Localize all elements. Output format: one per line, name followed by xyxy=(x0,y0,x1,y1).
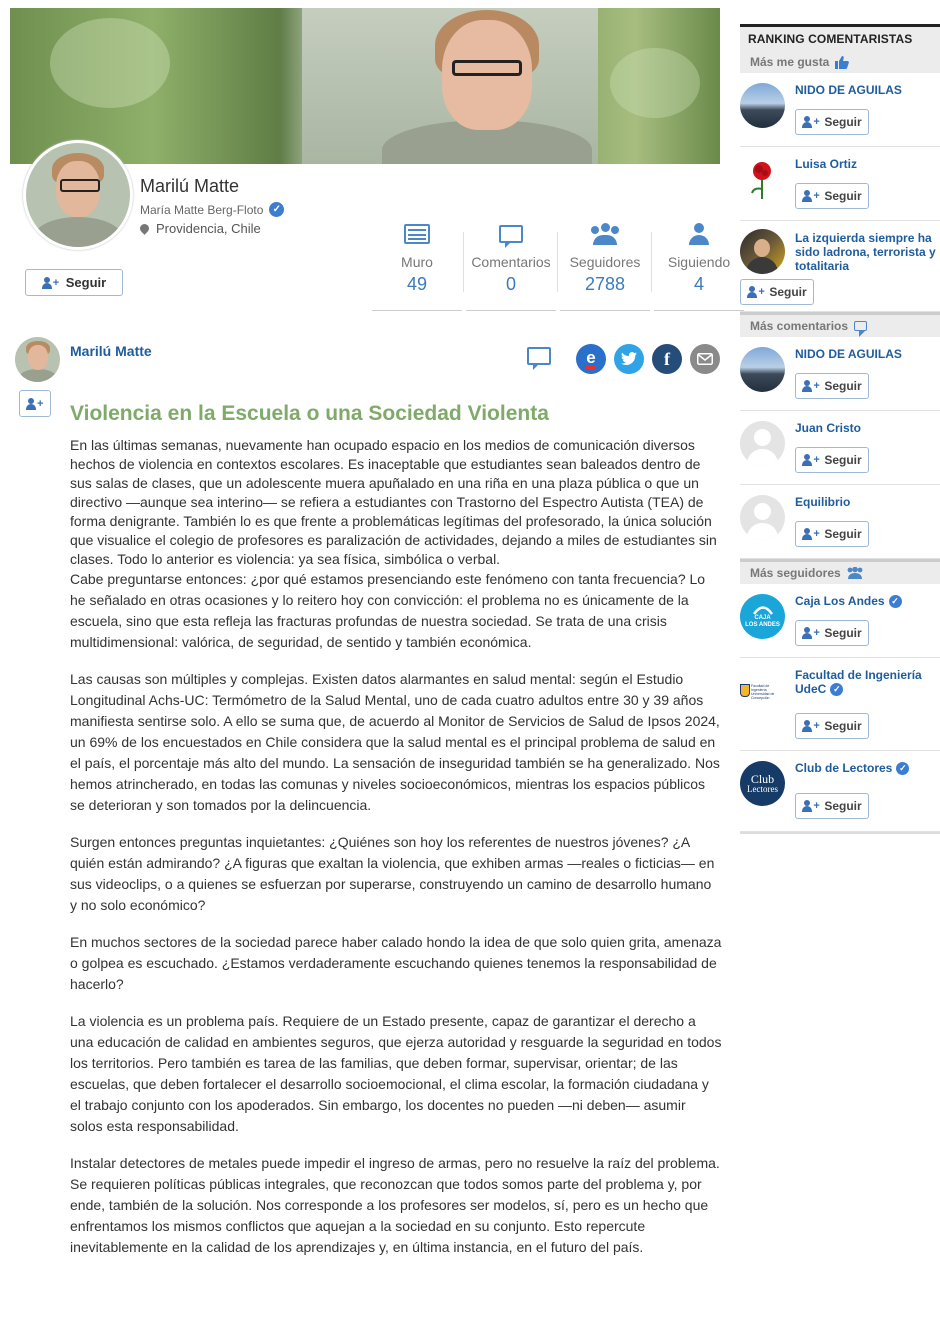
cover-bokeh xyxy=(610,48,700,118)
stat-value: 0 xyxy=(505,274,516,294)
follow-profile-label: Seguir xyxy=(65,275,107,290)
ranking-sidebar xyxy=(740,24,940,834)
user-name[interactable] xyxy=(795,157,940,171)
verified-badge-icon: ✓ xyxy=(269,202,284,217)
follow-user-button[interactable] xyxy=(795,521,869,547)
user-name[interactable] xyxy=(795,761,940,775)
section-most-likes xyxy=(740,51,940,73)
follow-profile-button[interactable] xyxy=(25,269,123,296)
club-lectores-logo: Club Lectores xyxy=(747,771,778,794)
profile-cover-photo xyxy=(10,8,720,164)
follow-author-button[interactable] xyxy=(19,390,51,417)
user-avatar xyxy=(740,761,785,806)
user-name-text: Equilibrio xyxy=(795,495,851,509)
article-author-name[interactable]: Marilú Matte xyxy=(70,343,152,359)
stat-siguiendo[interactable] xyxy=(654,220,744,311)
article-author-avatar[interactable] xyxy=(15,337,60,382)
user-name-text: NIDO DE AGUILAS xyxy=(795,347,902,361)
article-paragraph: Cabe preguntarse entonces: ¿por qué estamos presenciando este fenómeno con tanta frecuencia? Lo he señalado en otras ocasiones y lo reitero hoy con convicción: el problema no es únicamente de la escuela, sino que esta refleja las fracturas profundas de nuestra sociedad. Se trata de una crisis multidimensional: valórica, de seguridad, de sentido y también económica. xyxy=(70,571,706,650)
comment-icon xyxy=(527,347,551,365)
follow-user-label: Seguir xyxy=(824,527,862,541)
cover-portrait-glasses xyxy=(452,60,522,76)
stat-label: Siguiendo xyxy=(667,254,731,270)
profile-location xyxy=(140,221,261,236)
article-paragraph: Surgen entonces preguntas inquietantes: ¿Quiénes son hoy los referentes de nuestros jóvenes? ¿A quién están admirando? ¿A figuras que exaltan la violencia, que exhiben armas —reales o ficticias— en sus videoclips, o a quienes se esfuerzan por superarse, construyendo un camino de desarrollo humano y no solo económico? xyxy=(70,834,715,913)
profile-full-name xyxy=(140,202,284,217)
user-avatar xyxy=(740,668,785,713)
profile-name: Marilú Matte xyxy=(140,176,240,196)
follow-user-label: Seguir xyxy=(824,189,862,203)
user-name-text: Caja Los Andes xyxy=(795,594,885,608)
udec-crest-icon xyxy=(740,684,750,697)
profile-location-text: Providencia, Chile xyxy=(156,221,261,236)
verified-badge-icon: ✓ xyxy=(830,683,843,696)
section-most-followers xyxy=(740,559,940,584)
article-paragraph: En muchos sectores de la sociedad parece haber calado hondo la idea de que solo quien grita, amenaza o golpea es escuchado. ¿Estamos verdaderamente escuchando quienes tenemos la responsabilidad de hacerlo? xyxy=(70,934,722,992)
comment-share-button[interactable] xyxy=(527,344,551,368)
thumbs-up-icon xyxy=(835,56,849,69)
add-user-icon: + xyxy=(802,627,820,639)
add-user-icon: + xyxy=(26,398,44,410)
article-title: Violencia en la Escuela o una Sociedad Violenta xyxy=(70,402,549,425)
follow-user-label: Seguir xyxy=(824,453,862,467)
user-avatar xyxy=(740,421,785,466)
stat-muro[interactable] xyxy=(372,220,462,311)
comment-icon xyxy=(854,321,867,331)
user-name[interactable] xyxy=(795,231,940,273)
user-name-text: Facultad de Ingeniería UdeC xyxy=(795,668,922,696)
rose-icon xyxy=(740,157,785,202)
stat-comentarios[interactable] xyxy=(466,220,556,311)
user-name[interactable] xyxy=(795,421,940,435)
article-paragraph: La violencia es un problema país. Requiere de un Estado presente, capaz de garantizar el derecho a una educación de calidad en ambientes seguros, que ejerza autoridad y resguarde la seguridad en todos los territorios. Pero también es tarea de las familias, que deben formar, supervisar, orientar; de las escuelas, que deben fortalecer el desarrollo socioemocional, el clima escolar, la formación ciudadana y el trabajo conjunto con los apoderados. Sin embargo, los docentes no pueden —ni deben— asumir solos esta responsabilidad. xyxy=(70,1013,722,1134)
comment-icon xyxy=(499,225,523,243)
user-avatar xyxy=(740,594,785,639)
user-name[interactable] xyxy=(795,495,940,509)
users-icon xyxy=(591,223,619,245)
add-user-icon: + xyxy=(802,116,820,128)
email-icon xyxy=(697,353,713,365)
article-paragraph: En las últimas semanas, nuevamente han ocupado espacio en los medios de comunicación diversos hechos de violencia en contextos escolares. Es inaceptable que estudiantes sean baleados dentro de sus salas de clases, que un adolescente muera apuñalado en una riña en una plaza pública o que un directivo —aunque sea interino— se refiera a estudiantes con Trastorno del Espectro Autista (TEA) de forma denigrante. También lo es que frente a problemáticas legítimas del profesorado, la única solución que visualice el colegio de profesores es paralización de actividades, dejando a miles de estudiantes sin clases. Todo lo anterior es violencia: ya sea física, simbólica o verbal. xyxy=(70,437,717,567)
section-title: Más me gusta xyxy=(750,55,830,69)
add-user-icon: + xyxy=(802,528,820,540)
add-user-icon: + xyxy=(802,800,820,812)
add-user-icon: + xyxy=(42,277,60,289)
e-logo-icon: e xyxy=(586,347,596,367)
users-icon xyxy=(847,567,863,579)
ranking-user[interactable] xyxy=(740,584,940,658)
section-title: Más comentarios xyxy=(750,319,849,333)
user-name-text: NIDO DE AGUILAS xyxy=(795,83,902,97)
follow-user-button[interactable] xyxy=(740,279,814,305)
share-twitter-button[interactable] xyxy=(614,344,644,374)
user-avatar xyxy=(740,347,785,392)
profile-stats xyxy=(372,220,748,311)
follow-user-button[interactable] xyxy=(795,373,869,399)
profile-avatar xyxy=(23,140,133,250)
verified-badge-icon: ✓ xyxy=(889,595,902,608)
follow-user-button[interactable] xyxy=(795,713,869,739)
facebook-icon: f xyxy=(664,348,670,369)
follow-user-label: Seguir xyxy=(824,719,862,733)
follow-user-button[interactable] xyxy=(795,447,869,473)
user-avatar xyxy=(740,229,785,274)
section-most-comments xyxy=(740,312,940,337)
stat-label: Comentarios xyxy=(471,254,551,270)
verified-badge-icon: ✓ xyxy=(896,762,909,775)
user-name[interactable] xyxy=(795,594,940,608)
sidebar-title: RANKING COMENTARISTAS xyxy=(740,24,940,51)
stat-label: Muro xyxy=(401,254,433,270)
twitter-bird-icon xyxy=(621,352,637,366)
user-name[interactable] xyxy=(795,83,940,97)
ranking-user[interactable] xyxy=(740,221,940,312)
stat-value: 49 xyxy=(406,274,428,294)
add-user-icon: + xyxy=(802,380,820,392)
ranking-user[interactable] xyxy=(740,147,940,221)
user-avatar xyxy=(740,157,785,202)
user-avatar xyxy=(740,495,785,540)
section-title: Más seguidores xyxy=(750,566,841,580)
profile-full-name-text: María Matte Berg-Floto xyxy=(140,202,264,217)
add-user-icon: + xyxy=(747,286,765,298)
follow-user-button[interactable] xyxy=(795,620,869,646)
stat-seguidores[interactable] xyxy=(560,220,650,311)
follow-user-label: Seguir xyxy=(824,115,862,129)
ranking-user[interactable] xyxy=(740,337,940,411)
share-email-button[interactable] xyxy=(690,344,720,374)
stat-value: 4 xyxy=(693,274,704,294)
user-name-text: La izquierda siempre ha sido ladrona, terrorista y totalitaria xyxy=(795,231,936,273)
add-user-icon: + xyxy=(802,720,820,732)
user-avatar xyxy=(740,83,785,128)
list-icon xyxy=(404,224,430,244)
follow-user-button[interactable] xyxy=(795,793,869,819)
follow-user-label: Seguir xyxy=(824,379,862,393)
user-name[interactable] xyxy=(795,668,940,696)
article-body xyxy=(70,436,722,1274)
user-name-text: Club de Lectores xyxy=(795,761,893,775)
article-paragraph: Las causas son múltiples y complejas. Existen datos alarmantes en salud mental: según el Estudio Longitudinal Achs-UC: Termómetro de la Salud Mental, uno de cada cuatro adultos entre 30 y 39 años manifiesta sentirse solo. A ello se suma que, de acuerdo al Monitor de Servicios de Salud de Ipsos 2024, un 69% de los encuestados en Chile considera que la salud mental es el principal problema de salud en el país, el porcentaje más alto del mundo. La sensación de inseguridad también se ha generalizado. Nos hemos atrincherado, en todas las comunas y niveles socioeconómicos, mientras los espacios públicos se deterioran y son tomados por la delincuencia. xyxy=(70,671,720,813)
caja-los-andes-logo: CAJA LOS ANDES xyxy=(740,594,785,639)
ranking-user[interactable] xyxy=(740,411,940,485)
follow-user-label: Seguir xyxy=(769,285,807,299)
user-name[interactable] xyxy=(795,347,940,361)
follow-user-button[interactable] xyxy=(795,183,869,209)
ranking-user[interactable] xyxy=(740,73,940,147)
add-user-icon: + xyxy=(802,190,820,202)
user-name-text: Luisa Ortiz xyxy=(795,157,858,171)
user-name-text: Juan Cristo xyxy=(795,421,862,435)
follow-user-label: Seguir xyxy=(824,626,862,640)
stat-value: 2788 xyxy=(584,274,626,294)
stat-label: Seguidores xyxy=(569,254,641,270)
share-facebook-button[interactable] xyxy=(652,344,682,374)
share-e-button[interactable] xyxy=(576,344,606,374)
user-icon xyxy=(689,223,709,245)
add-user-icon: + xyxy=(802,454,820,466)
follow-user-button[interactable] xyxy=(795,109,869,135)
follow-user-label: Seguir xyxy=(824,799,862,813)
location-pin-icon xyxy=(138,222,151,235)
ranking-user[interactable] xyxy=(740,485,940,559)
sidebar-bottom-divider xyxy=(740,832,940,834)
article-paragraph: Instalar detectores de metales puede impedir el ingreso de armas, pero no resuelve la raíz del problema. Se requieren políticas públicas integrales, que reconozcan que todos somos parte del problema y, por ende, también de la solución. Nos corresponde a los profesores ser modelos, sí, pero es un hecho que enfrentamos los mismos conflictos que aquejan a la sociedad en su conjunto. Esto repercute inevitablemente en la calidad de los aprendizajes y, en última instancia, en el futuro del país. xyxy=(70,1155,720,1255)
udec-logo-text: Facultad de Ingeniería Universidad de Concepción xyxy=(751,684,775,700)
cover-bokeh xyxy=(50,18,170,108)
ranking-user[interactable] xyxy=(740,658,940,751)
ranking-user[interactable] xyxy=(740,751,940,832)
